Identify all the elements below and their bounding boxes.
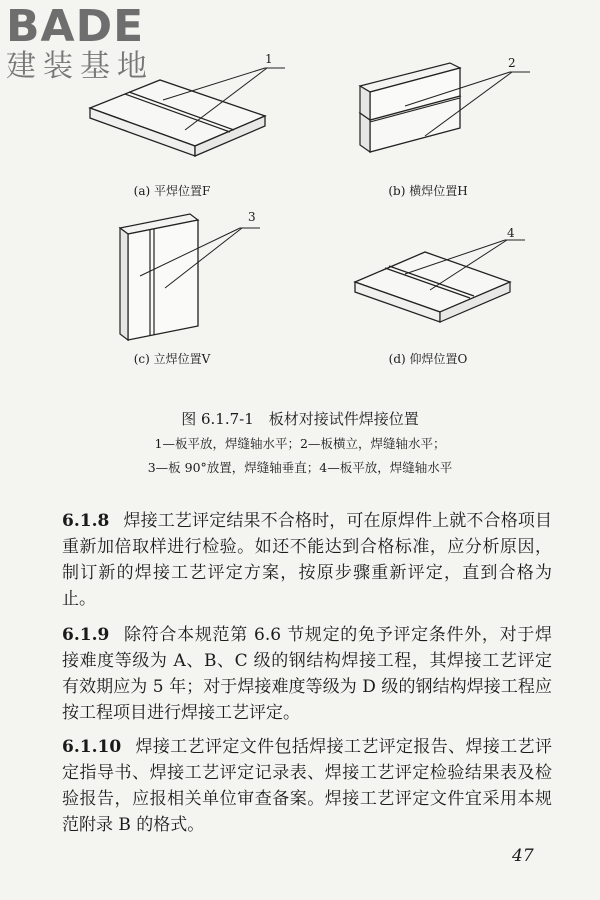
figure-c-vertical (110, 206, 310, 346)
paragraph-6-1-9 (62, 622, 552, 726)
caption-b: (b) 横焊位置H (388, 184, 468, 198)
clause-number: 6.1.9 (62, 625, 110, 645)
logo-sub: 建装基地 (6, 49, 154, 84)
clause-text: 焊接工艺评定文件包括焊接工艺评定报告、焊接工艺评定指导书、焊接工艺评定记录表、焊接工艺评定检验结果表及检验报告，应报相关单位审查备案。焊接工艺评定文件宜采用本规范附录 B 的格式。 (62, 737, 552, 835)
paragraph-6-1-8 (62, 508, 552, 612)
figure-b-horizontal (350, 58, 550, 178)
caption-d: (d) 仰焊位置O (388, 352, 468, 366)
figure-note-1: 1—板平放，焊缝轴水平；2—板横立，焊缝轴水平； (154, 436, 446, 451)
callout-2: 2 (508, 56, 516, 70)
clause-text: 焊接工艺评定结果不合格时，可在原焊件上就不合格项目重新加倍取样进行检验。如还不能达到合格标准，应分析原因，制订新的焊接工艺评定方案，按原步骤重新评定，直到合格为止。 (62, 511, 552, 609)
caption-a: (a) 平焊位置F (133, 184, 211, 198)
figure-title: 图 6.1.7-1 板材对接试件焊接位置 (181, 410, 419, 428)
page-number: 47 (512, 846, 534, 866)
callout-1: 1 (265, 52, 273, 66)
figure-d-overhead (345, 222, 555, 342)
logo-main: BADE (6, 1, 145, 52)
figure-a-flat (75, 52, 295, 178)
caption-c: (c) 立焊位置V (133, 352, 211, 366)
callout-4: 4 (507, 226, 515, 240)
clause-text: 除符合本规范第 6.6 节规定的免予评定条件外，对于焊接难度等级为 A、B、C 级的钢结构焊接工程，其焊接工艺评定有效期应为 5 年；对于焊接难度等级为 D 级的钢结构焊接工程应按工程项目进行焊接工艺评定。 (62, 625, 552, 723)
callout-3: 3 (248, 210, 256, 224)
paragraph-6-1-10 (62, 734, 552, 838)
clause-number: 6.1.8 (62, 511, 110, 531)
clause-number: 6.1.10 (62, 737, 122, 757)
figure-note-2: 3—板 90°放置，焊缝轴垂直；4—板平放，焊缝轴水平 (147, 460, 453, 475)
